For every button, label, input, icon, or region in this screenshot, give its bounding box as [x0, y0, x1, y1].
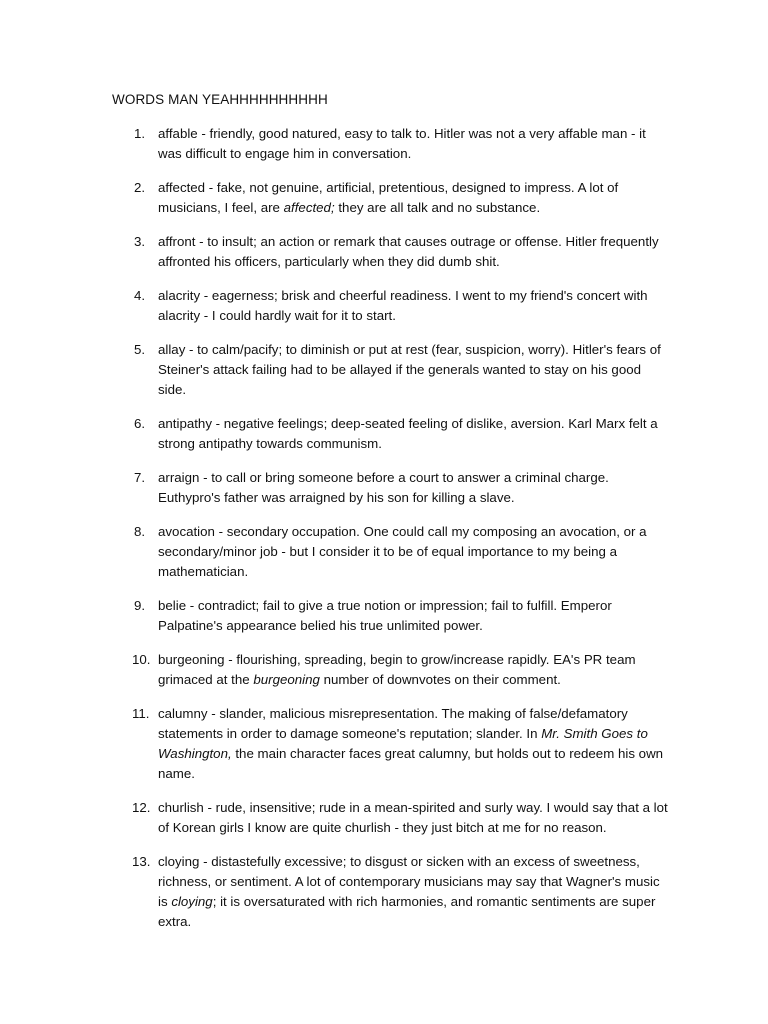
text-segment: ; it is oversaturated with rich harmonies, and romantic sentiments are super extra. — [158, 894, 656, 929]
list-item-text — [158, 288, 648, 323]
list-item — [112, 178, 672, 218]
text-segment: they are all talk and no substance. — [334, 200, 541, 215]
document-title: WORDS MAN YEAHHHHHHHHHH — [112, 92, 328, 107]
list-item — [112, 468, 672, 508]
list-item-number: 10. — [132, 652, 151, 667]
text-segment: antipathy - negative feelings; deep-seated feeling of dislike, aversion. Karl Marx felt a strong antipathy towards communism. — [158, 416, 658, 451]
text-segment: belie - contradict; fail to give a true notion or impression; fail to fulfill. Emperor Palpatine's appearance belied his true unlimited power. — [158, 598, 612, 633]
list-item — [112, 340, 672, 400]
list-item-number: 11. — [132, 706, 150, 721]
list-item-number: 4. — [134, 288, 146, 303]
list-item-number: 8. — [134, 524, 146, 539]
list-item-number: 2. — [134, 180, 146, 195]
italic-text: Mr. Smith Goes to Washington, — [158, 726, 648, 761]
list-item — [112, 852, 672, 932]
list-item — [112, 286, 672, 326]
text-segment: number of downvotes on their comment. — [319, 672, 561, 687]
list-item — [112, 522, 672, 582]
text-segment: cloying - distastefully excessive; to disgust or sicken with an excess of sweetness, richness, or sentiment. A lot of contemporary musicians may say that Wagner's music is — [158, 854, 660, 909]
text-segment: burgeoning - flourishing, spreading, begin to grow/increase rapidly. EA's PR team grimaced at the — [158, 652, 636, 687]
text-segment: allay - to calm/pacify; to diminish or put at rest (fear, suspicion, worry). Hitler's fears of Steiner's attack failing had to be allayed if the generals wanted to stay on his good side. — [158, 342, 661, 397]
list-item-text — [158, 416, 658, 451]
list-item-number: 9. — [134, 598, 146, 613]
list-item — [112, 704, 672, 784]
list-item-number: 1. — [134, 126, 146, 141]
list-item-text — [158, 234, 659, 269]
list-item-text — [158, 126, 646, 161]
list-item-number: 5. — [134, 342, 146, 357]
list-item — [112, 798, 672, 838]
list-item-text — [158, 652, 636, 687]
list-item-number: 13. — [132, 854, 151, 869]
list-item — [112, 124, 672, 164]
text-segment: arraign - to call or bring someone before a court to answer a criminal charge. Euthypro's father was arraigned by his son for killing a slave. — [158, 470, 609, 505]
list-item-text — [158, 800, 668, 835]
vocabulary-list — [112, 124, 672, 946]
text-segment: avocation - secondary occupation. One could call my composing an avocation, or a secondary/minor job - but I consider it to be of equal importance to my being a mathematician. — [158, 524, 647, 579]
list-item-text — [158, 524, 647, 579]
list-item-text — [158, 342, 661, 397]
list-item-text — [158, 706, 663, 781]
list-item-text — [158, 598, 612, 633]
list-item — [112, 596, 672, 636]
list-item-text — [158, 180, 618, 215]
text-segment: affront - to insult; an action or remark that causes outrage or offense. Hitler frequently affronted his officers, particularly when they did dumb shit. — [158, 234, 659, 269]
list-item — [112, 414, 672, 454]
text-segment: churlish - rude, insensitive; rude in a mean-spirited and surly way. I would say that a lot of Korean girls I know are quite churlish - they just bitch at me for no reason. — [158, 800, 668, 835]
list-item-text — [158, 854, 660, 929]
text-segment: alacrity - eagerness; brisk and cheerful readiness. I went to my friend's concert with alacrity - I could hardly wait for it to start. — [158, 288, 648, 323]
italic-text: burgeoning — [253, 672, 320, 687]
text-segment: calumny - slander, malicious misrepresentation. The making of false/defamatory statements in order to damage someone's reputation; slander. In — [158, 706, 628, 741]
text-segment: affable - friendly, good natured, easy to talk to. Hitler was not a very affable man - it was difficult to engage him in conversation. — [158, 126, 646, 161]
text-segment: the main character faces great calumny, but holds out to redeem his own name. — [158, 746, 664, 781]
list-item — [112, 232, 672, 272]
italic-text: cloying — [171, 894, 213, 909]
text-segment: affected - fake, not genuine, artificial, pretentious, designed to impress. A lot of musicians, I feel, are — [158, 180, 619, 215]
italic-text: affected; — [283, 200, 335, 215]
list-item — [112, 650, 672, 690]
list-item-number: 12. — [132, 800, 151, 815]
list-item-text — [158, 470, 609, 505]
list-item-number: 3. — [134, 234, 146, 249]
list-item-number: 6. — [134, 416, 146, 431]
list-item-number: 7. — [134, 470, 146, 485]
